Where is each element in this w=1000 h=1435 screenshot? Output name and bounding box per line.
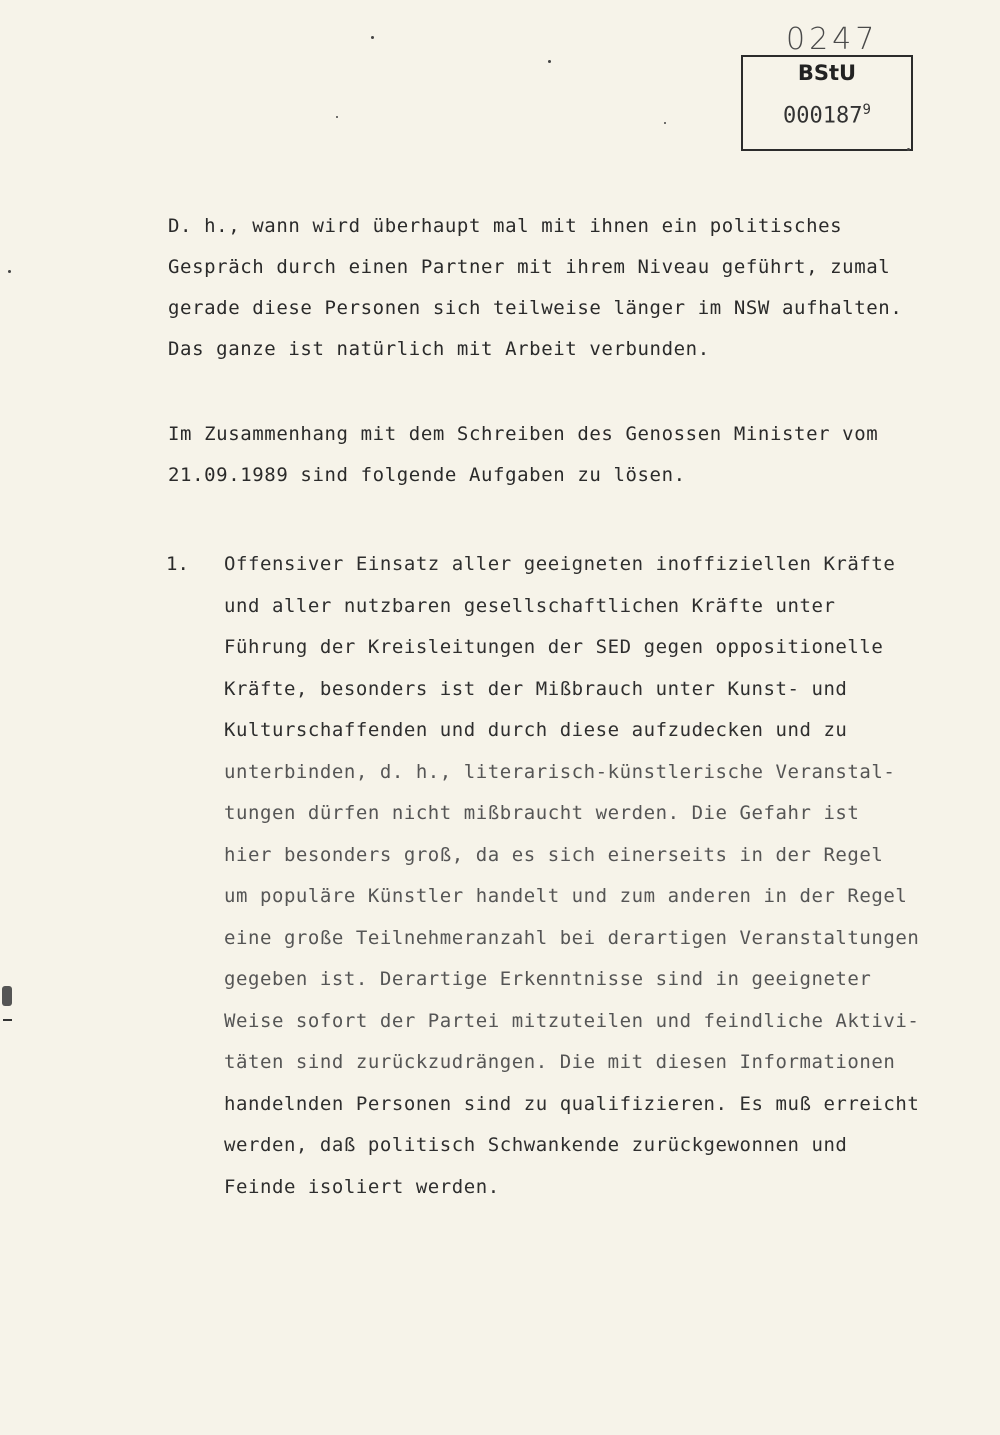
paragraph-1 xyxy=(168,206,903,370)
scan-speck xyxy=(907,148,910,151)
text-line: Feinde isoliert werden. xyxy=(224,1175,500,1198)
list-item-text xyxy=(224,544,919,1208)
handwritten-page-number: 0247 xyxy=(786,22,879,57)
text-line: D. h., wann wird überhaupt mal mit ihnen ein politisches xyxy=(168,215,843,237)
stamp-number-digits: 000187 xyxy=(783,103,863,129)
stamp-title: BStU xyxy=(797,61,857,85)
scan-speck xyxy=(548,60,551,63)
text-line: und aller nutzbaren gesellschaftlichen Kräfte unter xyxy=(224,594,836,617)
text-line: Kulturschaffenden und durch diese aufzudecken und zu xyxy=(224,719,848,741)
scan-speck xyxy=(664,122,666,124)
text-line: um populäre Künstler handelt und zum anderen in der Regel xyxy=(224,885,908,907)
text-line: Offensiver Einsatz aller geeigneten inoffiziellen Kräfte xyxy=(224,553,896,575)
text-line: 21.09.1989 sind folgende Aufgaben zu lösen. xyxy=(168,464,686,486)
text-line: tungen dürfen nicht mißbraucht werden. Die Gefahr ist xyxy=(224,802,860,824)
text-line: Kräfte, besonders ist der Mißbrauch unter Kunst- und xyxy=(224,677,848,700)
text-line: unterbinden, d. h., literarisch-künstlerische Veranstal- xyxy=(224,760,896,783)
text-line: Das ganze ist natürlich mit Arbeit verbunden. xyxy=(168,338,710,360)
text-line: Im Zusammenhang mit dem Schreiben des Genossen Minister vom xyxy=(168,423,879,445)
text-line: handelnden Personen sind zu qualifizieren. Es muß erreicht xyxy=(224,1092,920,1115)
text-line: Weise sofort der Partei mitzuteilen und feindliche Aktivi- xyxy=(224,1009,920,1032)
text-line: eine große Teilnehmeranzahl bei derartigen Veranstaltungen xyxy=(224,926,920,949)
stamp-number xyxy=(743,102,911,128)
list-item-number: 1. xyxy=(166,553,189,575)
archive-stamp xyxy=(741,55,913,151)
scan-speck xyxy=(371,36,374,39)
text-line: gerade diese Personen sich teilweise länger im NSW aufhalten. xyxy=(168,297,903,319)
text-line: werden, daß politisch Schwankende zurückgewonnen und xyxy=(224,1134,848,1156)
scan-speck xyxy=(336,116,338,118)
text-line: gegeben ist. Derartige Erkenntnisse sind in geeigneter xyxy=(224,968,872,990)
text-line: Gespräch durch einen Partner mit ihrem Niveau geführt, zumal xyxy=(168,256,891,278)
scan-speck xyxy=(8,270,11,273)
text-line: täten sind zurückzudrängen. Die mit diesen Informationen xyxy=(224,1051,896,1073)
text-line: Führung der Kreisleitungen der SED gegen oppositionelle xyxy=(224,636,884,658)
margin-dash xyxy=(3,1019,12,1021)
stamp-number-superscript: 9 xyxy=(862,102,871,118)
margin-mark xyxy=(2,986,12,1006)
text-line: hier besonders groß, da es sich einerseits in der Regel xyxy=(224,843,884,866)
paragraph-2 xyxy=(168,414,888,496)
